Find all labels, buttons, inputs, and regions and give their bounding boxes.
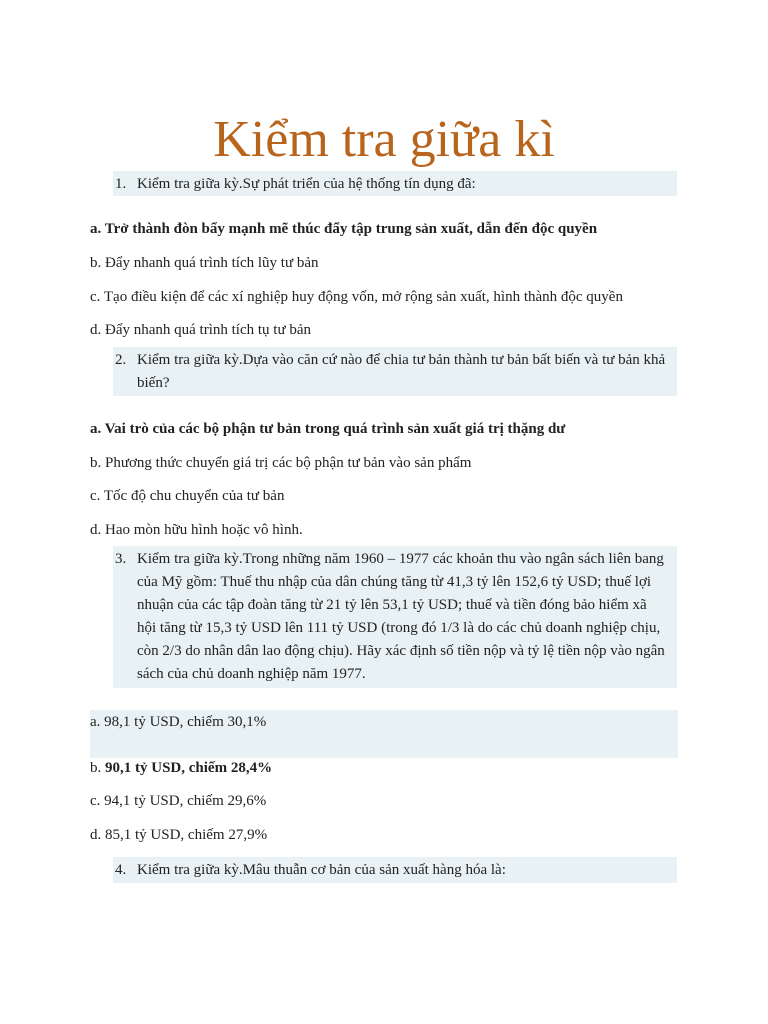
question-number: 1.	[115, 176, 127, 192]
answer-2b: b. Phương thức chuyển giá trị các bộ phận tư bản vào sản phẩm	[90, 455, 472, 471]
question-2	[113, 347, 677, 396]
question-4	[113, 857, 677, 883]
answer-1a: a. Trở thành đòn bẩy mạnh mẽ thúc đẩy tập trung sản xuất, dẫn đến độc quyền	[90, 221, 598, 237]
answer-3b-prefix: b.	[90, 760, 105, 776]
answer-3b	[90, 758, 272, 778]
answer-2d: d. Hao mòn hữu hình hoặc vô hình.	[90, 522, 303, 538]
question-1	[113, 171, 677, 196]
answer-3b-text: 90,1 tỷ USD, chiếm 28,4%	[105, 760, 273, 776]
answer-1c: c. Tạo điều kiện để các xí nghiệp huy động vốn, mở rộng sản xuất, hình thành độc quyền	[90, 289, 623, 305]
answer-2a: a. Vai trò của các bộ phận tư bản trong quá trình sản xuất giá trị thặng dư	[90, 421, 566, 437]
answer-1d: d. Đẩy nhanh quá trình tích tụ tư bản	[90, 322, 312, 338]
question-number: 3.	[115, 551, 127, 567]
question-text: Kiểm tra giữa kỳ.Sự phát triển của hệ thống tín dụng đã:	[137, 176, 476, 192]
answer-3a-highlight	[90, 710, 678, 758]
question-number: 2.	[115, 352, 127, 368]
question-number: 4.	[115, 862, 127, 878]
question-text: Kiểm tra giữa kỳ.Mâu thuẫn cơ bản của sản xuất hàng hóa là:	[137, 862, 506, 878]
question-3	[113, 546, 677, 688]
page-title: Kiểm tra giữa kì	[213, 111, 555, 168]
answer-3d: d. 85,1 tỷ USD, chiếm 27,9%	[90, 827, 268, 843]
answer-2c: c. Tốc độ chu chuyển của tư bản	[90, 488, 285, 504]
answer-1b: b. Đẩy nhanh quá trình tích lũy tư bản	[90, 255, 319, 271]
question-text: Kiểm tra giữa kỳ.Trong những năm 1960 – 1977 các khoản thu vào ngân sách liên bang của Mỹ gồm: Thuế thu nhập của dân chúng tăng từ 41,3 tỷ lên 152,6 tỷ USD; thuế lợi nhuận của các tập đoàn tăng từ 21 tỷ lên 53,1 tỷ USD; thuế và tiền đóng bảo hiểm xã hội tăng từ 15,3 tỷ USD lên 111 tỷ USD (trong đó 1/3 là do các chủ doanh nghiệp chịu, còn 2/3 do nhân dân lao động chịu). Hãy xác định số tiền nộp và tỷ lệ tiền nộp vào ngân sách của chủ doanh nghiệp năm 1977.	[137, 551, 665, 682]
answer-3c: c. 94,1 tỷ USD, chiếm 29,6%	[90, 793, 267, 809]
answer-3a: a. 98,1 tỷ USD, chiếm 30,1%	[90, 714, 267, 730]
question-text: Kiểm tra giữa kỳ.Dựa vào căn cứ nào để chia tư bản thành tư bản bất biến và tư bản khả biến?	[137, 352, 666, 391]
